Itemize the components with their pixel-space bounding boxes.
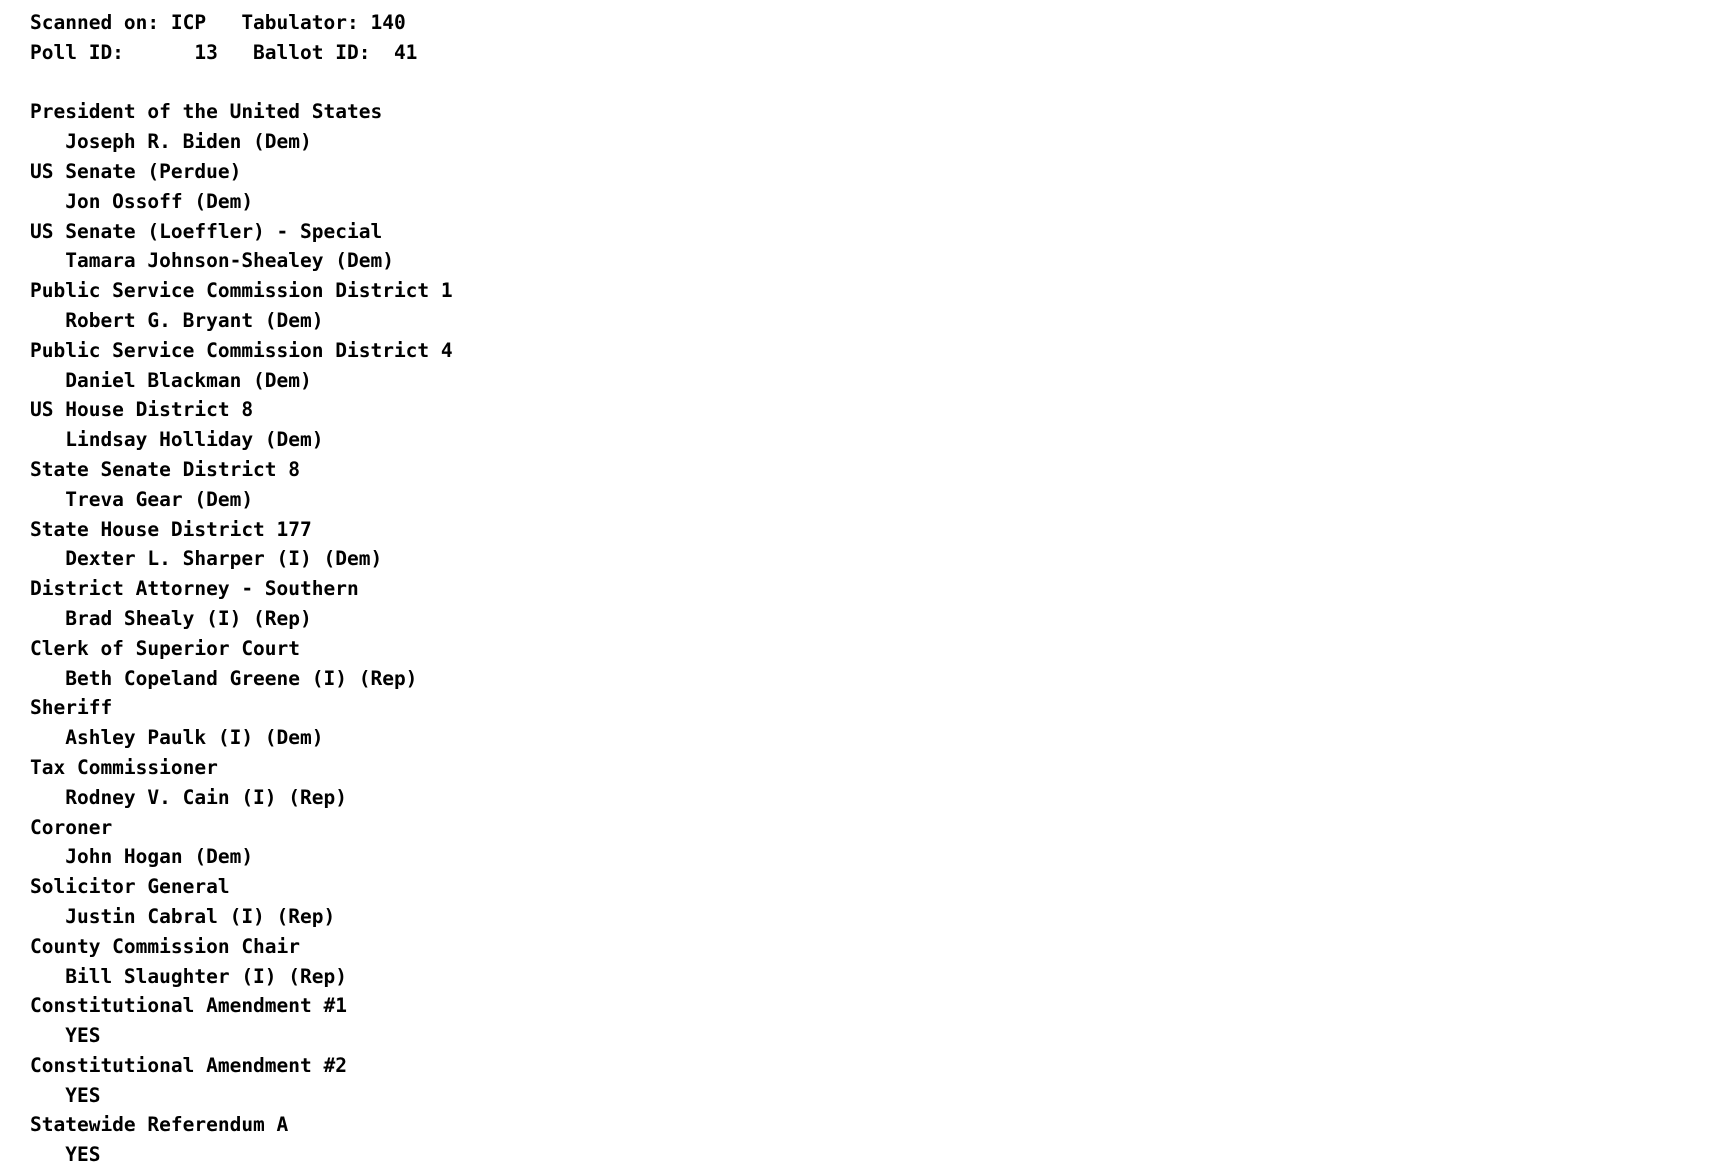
contest-title: President of the United States [30, 100, 383, 124]
contest-choice: YES [30, 1083, 101, 1107]
contest-choice: Rodney V. Cain (I) (Rep) [30, 785, 347, 809]
contest-title: State House District 177 [30, 517, 312, 541]
scan-info-line: Scanned on: ICP Tabulator: 140 [30, 11, 406, 34]
poll-ballot-id-line: Poll ID: 13 Ballot ID: 41 [30, 40, 418, 64]
contest-choice: Justin Cabral (I) (Rep) [30, 904, 336, 928]
contest-choice: Beth Copeland Greene (I) (Rep) [30, 666, 418, 690]
contest-title: Public Service Commission District 4 [30, 338, 453, 362]
contest-title: Sheriff [30, 696, 113, 720]
contest-title: Clerk of Superior Court [30, 636, 301, 660]
contest-title: US Senate (Loeffler) - Special [30, 219, 383, 243]
contest-title: Tax Commissioner [30, 755, 218, 779]
header-spacer [30, 68, 1728, 98]
contest-title: Constitutional Amendment #1 [30, 994, 347, 1018]
contest-title: Statewide Referendum A [30, 1113, 289, 1137]
contest-choice: Ashley Paulk (I) (Dem) [30, 726, 324, 750]
contest-title: State Senate District 8 [30, 457, 301, 481]
contest-choice: Jon Ossoff (Dem) [30, 189, 254, 213]
contest-title: Solicitor General [30, 875, 230, 899]
contest-list [30, 97, 1728, 1170]
contest-choice: Robert G. Bryant (Dem) [30, 308, 324, 332]
contest-title: County Commission Chair [30, 934, 301, 958]
contest-choice: Lindsay Holliday (Dem) [30, 428, 324, 452]
contest-choice: Daniel Blackman (Dem) [30, 368, 312, 392]
contest-choice: YES [30, 1024, 101, 1048]
contest-title: Coroner [30, 815, 113, 839]
contest-choice: Joseph R. Biden (Dem) [30, 130, 312, 154]
contest-choice: YES [30, 1143, 101, 1167]
contest-title: District Attorney - Southern [30, 577, 359, 601]
contest-choice: Brad Shealy (I) (Rep) [30, 606, 312, 630]
contest-choice: Tamara Johnson-Shealey (Dem) [30, 249, 394, 273]
contest-title: Public Service Commission District 1 [30, 279, 453, 303]
contest-title: Constitutional Amendment #2 [30, 1053, 347, 1077]
contest-choice: John Hogan (Dem) [30, 845, 254, 869]
contest-choice: Bill Slaughter (I) (Rep) [30, 964, 347, 988]
contest-choice: Treva Gear (Dem) [30, 487, 254, 511]
contest-choice: Dexter L. Sharper (I) (Dem) [30, 547, 383, 571]
contest-title: US House District 8 [30, 398, 254, 422]
ballot-header [30, 8, 1728, 68]
contest-title: US Senate (Perdue) [30, 159, 242, 183]
